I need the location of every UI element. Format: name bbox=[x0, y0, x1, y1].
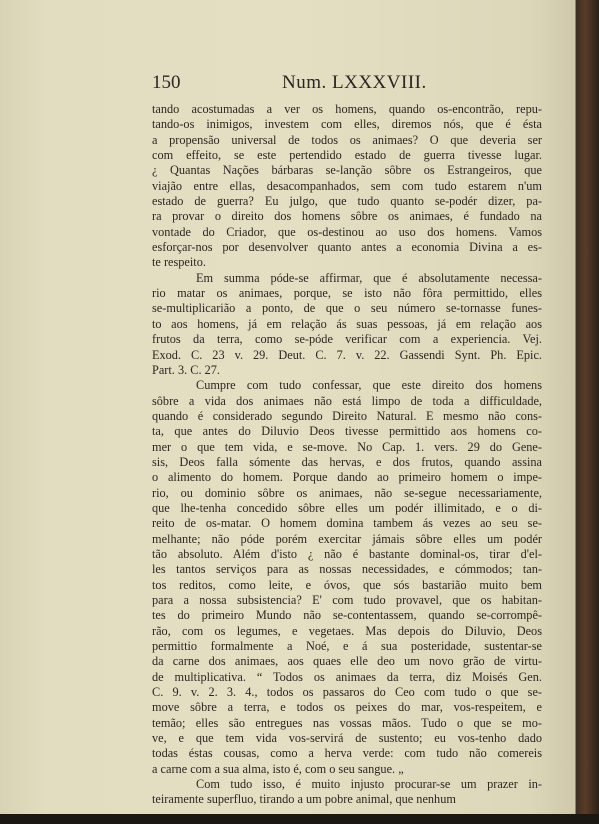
text-line: frutos da terra, como se-póde verificar com a experiencia. Vej. bbox=[152, 332, 542, 347]
page-number: 150 bbox=[152, 72, 181, 93]
text-line: tando-os inimigos, investem com elles, diremos nós, que é ésta bbox=[152, 117, 542, 132]
paragraph bbox=[152, 271, 542, 378]
text-line: com effeito, se este pertendido estado de guerra tivesse lugar. bbox=[152, 148, 542, 163]
text-line: tes do primeiro Mundo não se-contentassem, quando se-corrompê- bbox=[152, 608, 542, 623]
text-line: teiramente superfluo, tirando a um pobre animal, que nenhum bbox=[152, 792, 456, 807]
text-line: mer o que tem vida, e se-move. No Cap. 1. vers. 29 do Gene- bbox=[152, 439, 542, 454]
text-line: sis, Deos falla sómente das hervas, e dos frutos, quando assina bbox=[152, 454, 542, 469]
text-line: Exod. C. 23 v. 29. Deut. C. 7. v. 22. Gassendi Synt. Ph. Epic. bbox=[152, 347, 542, 362]
text-line: se-multiplicarião a ponto, de que o seu número se-tornasse funes- bbox=[152, 301, 542, 316]
paragraph bbox=[152, 102, 542, 271]
text-line: a propensão universal de todos os animaes? O que deveria ser bbox=[152, 132, 542, 147]
running-title: Num. LXXXVIII. bbox=[282, 72, 427, 93]
text-line: estado de guerra? Eu julgo, que tudo quanto se-podér dizer, pa- bbox=[152, 194, 542, 209]
paragraph bbox=[152, 378, 542, 777]
text-line: C. 9. v. 2. 3. 4., todos os passaros do Ceo com tudo o que se- bbox=[152, 685, 542, 700]
text-line: o alimento do homem. Porque dando ao primeiro homem o impe- bbox=[152, 470, 542, 485]
text-line: para a nossa subsistencia? E' com tudo provavel, que os habitan- bbox=[152, 593, 542, 607]
text-line: Com tudo isso, é muito injusto procurar-se um prazer in- bbox=[196, 777, 542, 792]
text-line: tos reditos, como leite, e óvos, que sós bastarião muito bem bbox=[152, 577, 542, 592]
text-line: todas éstas cousas, como a herva verde: com tudo não comereis bbox=[152, 746, 542, 761]
text-line: rio matar os animaes, porque, se isto não fôra permittido, elles bbox=[152, 286, 542, 301]
text-line: que lhe-tenha concedido sôbre elles um podér illimitado, e o di- bbox=[152, 500, 542, 515]
paragraph bbox=[152, 777, 542, 808]
text-line: vontade do Criador, que os-destinou ao uso dos homens. Vamos bbox=[152, 224, 542, 239]
text-line: Cumpre com tudo confessar, que este direito dos homens bbox=[196, 378, 542, 393]
text-line: viajão entre ellas, desacompanhados, sem com tudo estarem n'um bbox=[152, 178, 542, 193]
text-line: melhante; não póde porém exercitar jámais sôbre elles um podér bbox=[152, 531, 542, 546]
text-line: Part. 3. C. 27. bbox=[152, 362, 220, 377]
text-line: te respeito. bbox=[152, 255, 206, 270]
text-line: sôbre a vida dos animaes não está limpo de toda a difficuldade, bbox=[152, 393, 542, 408]
text-line: a carne com a sua alma, isto é, com o seu sangue. „ bbox=[152, 761, 404, 776]
text-line: tando acostumadas a ver os homens, quando os-encontrão, repu- bbox=[152, 102, 542, 116]
text-line: ta, que antes do Diluvio Deos tivesse permittido aos homens co- bbox=[152, 424, 542, 439]
text-line: ¿ Quantas Nações bárbaras se-lanção sôbre os Estrangeiros, que bbox=[152, 163, 542, 178]
page-header bbox=[152, 70, 540, 98]
text-line: da carne dos animaes, aos quaes elle deo um novo grão de virtu- bbox=[152, 654, 542, 669]
scan-background bbox=[0, 814, 599, 824]
text-line: to aos homens, já em relação ás suas pessoas, já em relação aos bbox=[152, 316, 542, 331]
text-line: esforçar-nos por desenvolver quanto antes a economia Divina a es- bbox=[152, 240, 542, 255]
text-line: tão absoluto. Além d'isto ¿ não é bastante dominal-os, tirar d'el- bbox=[152, 546, 542, 561]
text-line: rio, ou dominio sôbre os animaes, não se-segue necessariamente, bbox=[152, 485, 542, 500]
text-line: de multiplicativa. “ Todos os animaes da terra, diz Moisés Gen. bbox=[152, 669, 542, 684]
book-fore-edge bbox=[576, 0, 599, 824]
text-line: quando é considerado segundo Direito Natural. E mesmo não cons- bbox=[152, 408, 542, 423]
text-line: les tantos serviços para as nossas necessidades, e cómmodos; tan- bbox=[152, 562, 542, 577]
text-line: permittio formalmente a Noé, e á sua posteridade, sustentar-se bbox=[152, 639, 542, 654]
text-line: ve, e que tem vida vos-servirá de sustento; eu vos-tenho dado bbox=[152, 731, 542, 746]
text-line: ra provar o direito dos homens sôbre os animaes, é fundado na bbox=[152, 209, 542, 224]
text-line: temão; elles são entregues nas vossas mãos. Tudo o que se mo- bbox=[152, 715, 542, 730]
text-line: move sôbre a terra, e todos os peixes do mar, vos-respeitem, e bbox=[152, 700, 542, 715]
body-text bbox=[152, 102, 542, 808]
text-line: rão, com os legumes, e vegetaes. Mas depois do Diluvio, Deos bbox=[152, 623, 542, 638]
text-line: Em summa póde-se affirmar, que é absolutamente necessa- bbox=[196, 270, 542, 285]
text-line: reito de os-matar. O homem domina tambem ás vezes ao seu se- bbox=[152, 516, 542, 531]
